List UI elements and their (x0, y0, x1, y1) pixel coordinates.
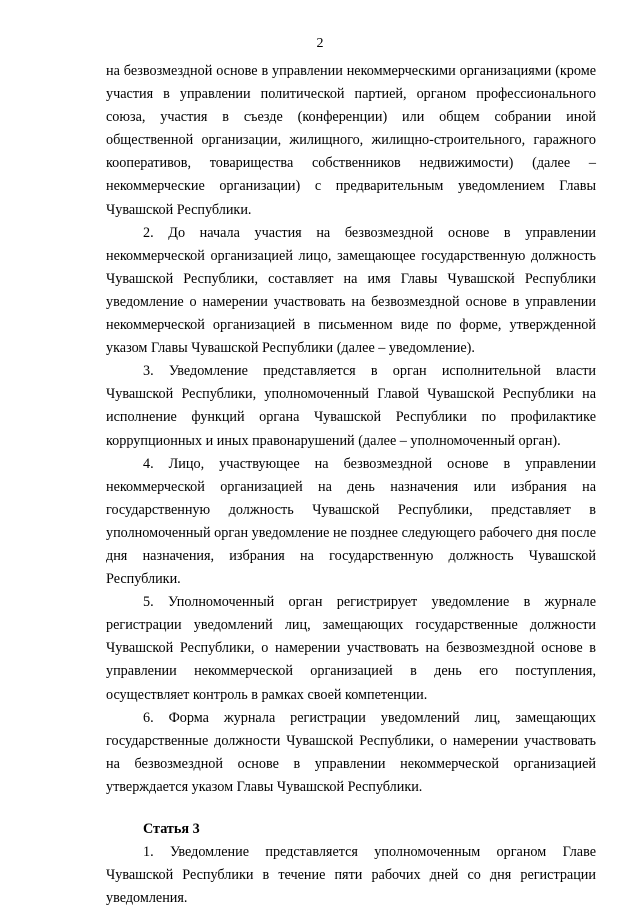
paragraph-item-3: 3. Уведомление представляется в орган исполнительной власти Чувашской Республики, уполномоченный Главой Чувашской Республики на исполнение функций органа Чувашской Республики по профилактике коррупционных и иных правонарушений (далее – уполномоченный орган). (106, 363, 596, 449)
document-body (106, 60, 596, 910)
paragraph-item-2: 2. До начала участия на безвозмездной основе в управлении некоммерческой организацией лицо, замещающее государственную должность Чувашской Республики, составляет на имя Главы Чувашской Республики уведомление о намерении участвовать на безвозмездной основе в управлении некоммерческой организацией в письменном виде по форме, утвержденной указом Главы Чувашской Республики (далее – уведомление). (106, 224, 596, 357)
paragraph-continuation: на безвозмездной основе в управлении некоммерческими организациями (кроме участия в управлении политической партией, органом профессионального союза, участия в съезде (конференции) или общем собрании иной общественной организации, жилищного, жилищно-строительного, гаражного кооперативов, товарищества собственников недвижимости) (далее – некоммерческие организации) с предварительным уведомлением Главы Чувашской Республики. (106, 63, 596, 218)
paragraph-article3-item-1: 1. Уведомление представляется уполномоченным органом Главе Чувашской Республики в течение пяти рабочих дней со дня регистрации уведомления. (106, 844, 596, 907)
page-number: 2 (316, 36, 324, 51)
paragraph-item-5: 5. Уполномоченный орган регистрирует уведомление в журнале регистрации уведомлений лиц, замещающих государственные должности Чувашской Республики, о намерении участвовать на безвозмездной основе в управлении некоммерческой организацией в день его поступления, осуществляет контроль в рамках своей компетенции. (106, 594, 596, 703)
paragraph-item-4: 4. Лицо, участвующее на безвозмездной основе в управлении некоммерческой организацией на день назначения или избрания на государственную должность Чувашской Республики, представляет в уполномоченный орган уведомление не позднее следующего рабочего дня после дня назначения, избрания на государственную должность Чувашской Республики. (106, 455, 596, 588)
article-heading: Статья 3 (143, 821, 200, 837)
paragraph-item-6: 6. Форма журнала регистрации уведомлений лиц, замещающих государственные должности Чувашской Республики, о намерении участвовать на безвозмездной основе в управлении некоммерческой организацией утверждается указом Главы Чувашской Республики. (106, 709, 596, 795)
